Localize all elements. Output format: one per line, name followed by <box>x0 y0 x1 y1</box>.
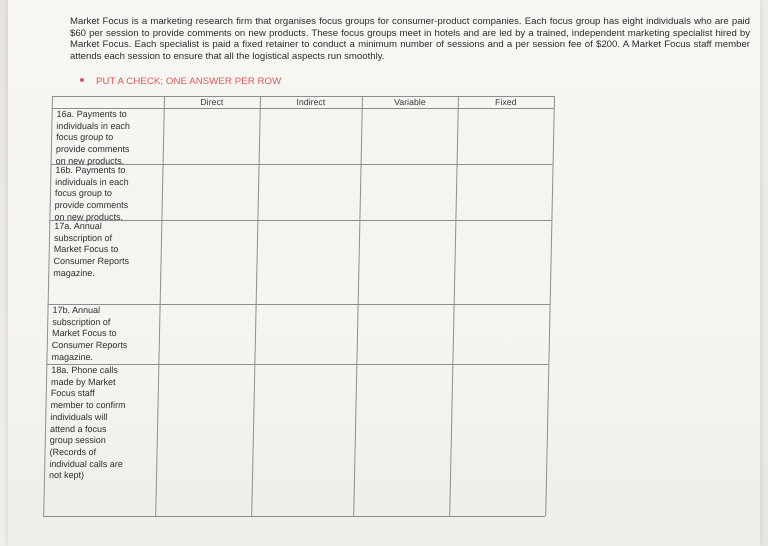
column-header-direct: Direct <box>200 97 224 107</box>
column-header-fixed: Fixed <box>495 97 517 107</box>
check-cell-fixed[interactable] <box>456 165 552 220</box>
table-hline <box>43 516 545 517</box>
check-cell-direct[interactable] <box>161 221 258 304</box>
check-cell-variable[interactable] <box>354 365 452 516</box>
check-cell-indirect[interactable] <box>260 109 362 164</box>
column-header-variable: Variable <box>393 97 426 107</box>
check-cell-indirect[interactable] <box>255 305 357 364</box>
check-cell-variable[interactable] <box>357 305 453 364</box>
column-header-indirect: Indirect <box>296 97 326 107</box>
instruction <box>80 76 281 87</box>
row-label: 17a. Annual subscription of Market Focus to Consumer Reports magazine. <box>53 221 130 278</box>
row-label: 17b. Annual subscription of Market Focus to Consumer Reports magazine. <box>51 305 128 362</box>
row-label: 16b. Payments to individuals in each focus group to provide comments on new products. <box>54 165 129 222</box>
check-cell-variable[interactable] <box>359 221 456 304</box>
check-cell-direct[interactable] <box>156 365 254 516</box>
check-cell-fixed[interactable] <box>450 365 548 516</box>
instruction-text: PUT A CHECK; ONE ANSWER PER ROW <box>96 76 282 87</box>
row-label: 16a. Payments to individuals in each focus group to provide comments on new products. <box>55 109 131 166</box>
case-description: Market Focus is a marketing research firm that organises focus groups for consumer-product companies. Each focus group has eight individuals who are paid $60 per session to provide comments on new products. These focus groups meet in hotels and are led by a trained, independent marketing specialist hired by Market Focus. Each specialist is paid a fixed retainer to conduct a minimum number of sessions and a per session fee of $200. A Market Focus staff member attends each session to ensure that all the logistical aspects run smoothly. <box>70 16 750 62</box>
check-cell-fixed[interactable] <box>458 109 554 164</box>
check-cell-variable[interactable] <box>360 165 456 220</box>
check-cell-indirect[interactable] <box>252 365 356 516</box>
worksheet-page <box>8 0 760 546</box>
check-cell-indirect[interactable] <box>258 165 360 220</box>
check-cell-direct[interactable] <box>162 165 258 220</box>
check-cell-direct[interactable] <box>159 305 255 364</box>
check-cell-direct[interactable] <box>164 109 260 164</box>
answer-table <box>43 96 554 516</box>
bullet-icon <box>80 78 84 82</box>
check-cell-variable[interactable] <box>362 109 458 164</box>
row-label: 18a. Phone calls made by Market Focus staff member to confirm individuals will attend a focus group session (Records of individual calls are not kept) <box>48 365 126 481</box>
check-cell-fixed[interactable] <box>455 221 552 304</box>
check-cell-fixed[interactable] <box>453 305 549 364</box>
check-cell-indirect[interactable] <box>257 221 360 304</box>
